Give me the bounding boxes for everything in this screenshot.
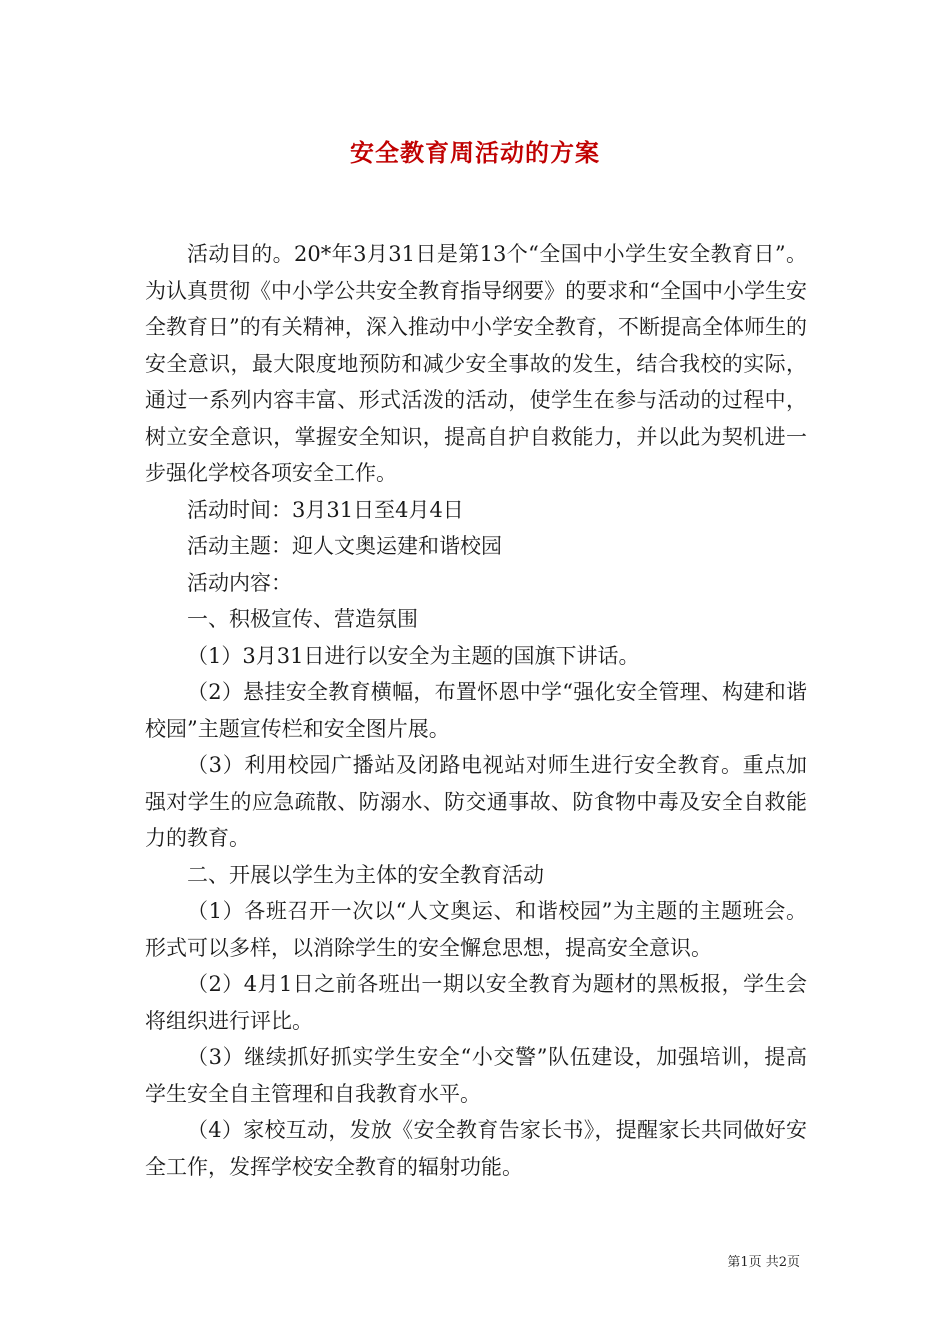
list-item: （2）悬挂安全教育横幅，布置怀恩中学“强化安全管理、构建和谐校园”主题宣传栏和安全图片展。: [145, 680, 807, 741]
list-item: （3）利用校园广播站及闭路电视站对师生进行安全教育。重点加强对学生的应急疏散、防溺水、防交通事故、防食物中毒及安全自救能力的教育。: [145, 753, 807, 850]
list-item: （3）继续抓好抓实学生安全“小交警”队伍建设，加强培训，提高学生安全自主管理和自我教育水平。: [145, 1045, 807, 1106]
paragraph-content-heading: 活动内容：: [187, 570, 292, 595]
section-heading-2: 二、开展以学生为主体的安全教育活动: [187, 862, 544, 887]
document-title: 安全教育周活动的方案: [350, 138, 600, 167]
section-heading-1: 一、积极宣传、营造氛围: [187, 607, 418, 631]
paragraph-theme: 活动主题：迎人文奥运建和谐校园: [187, 534, 502, 558]
list-item: （1）3月31日进行以安全为主题的国旗下讲话。: [187, 643, 640, 668]
paragraph-time: 活动时间：3月31日至4月4日: [187, 497, 464, 522]
list-item: （1）各班召开一次以“人文奥运、和谐校园”为主题的主题班会。形式可以多样，以消除学生的安全懈怠思想，提高安全意识。: [145, 899, 807, 960]
page-number: 第1页 共2页: [727, 1255, 800, 1270]
paragraph-purpose: 活动目的。20*年3月31日是第13个“全国中小学生安全教育日”。为认真贯彻《中小学公共安全教育指导纲要》的要求和“全国中小学生安全教育日”的有关精神，深入推动中小学安全教育，不断提高全体师生的安全意识，最大限度地预防和减少安全事故的发生，结合我校的实际，通过一系列内容丰富、形式活泼的活动，使学生在参与活动的过程中，树立安全意识，掌握安全知识，提高自护自救能力，并以此为契机进一步强化学校各项安全工作。: [145, 242, 807, 485]
document-body: [145, 236, 807, 1185]
list-item: （4）家校互动，发放《安全教育告家长书》，提醒家长共同做好安全工作，发挥学校安全教育的辐射功能。: [145, 1118, 807, 1179]
list-item: （2）4月1日之前各班出一期以安全教育为题材的黑板报，学生会将组织进行评比。: [145, 972, 807, 1033]
